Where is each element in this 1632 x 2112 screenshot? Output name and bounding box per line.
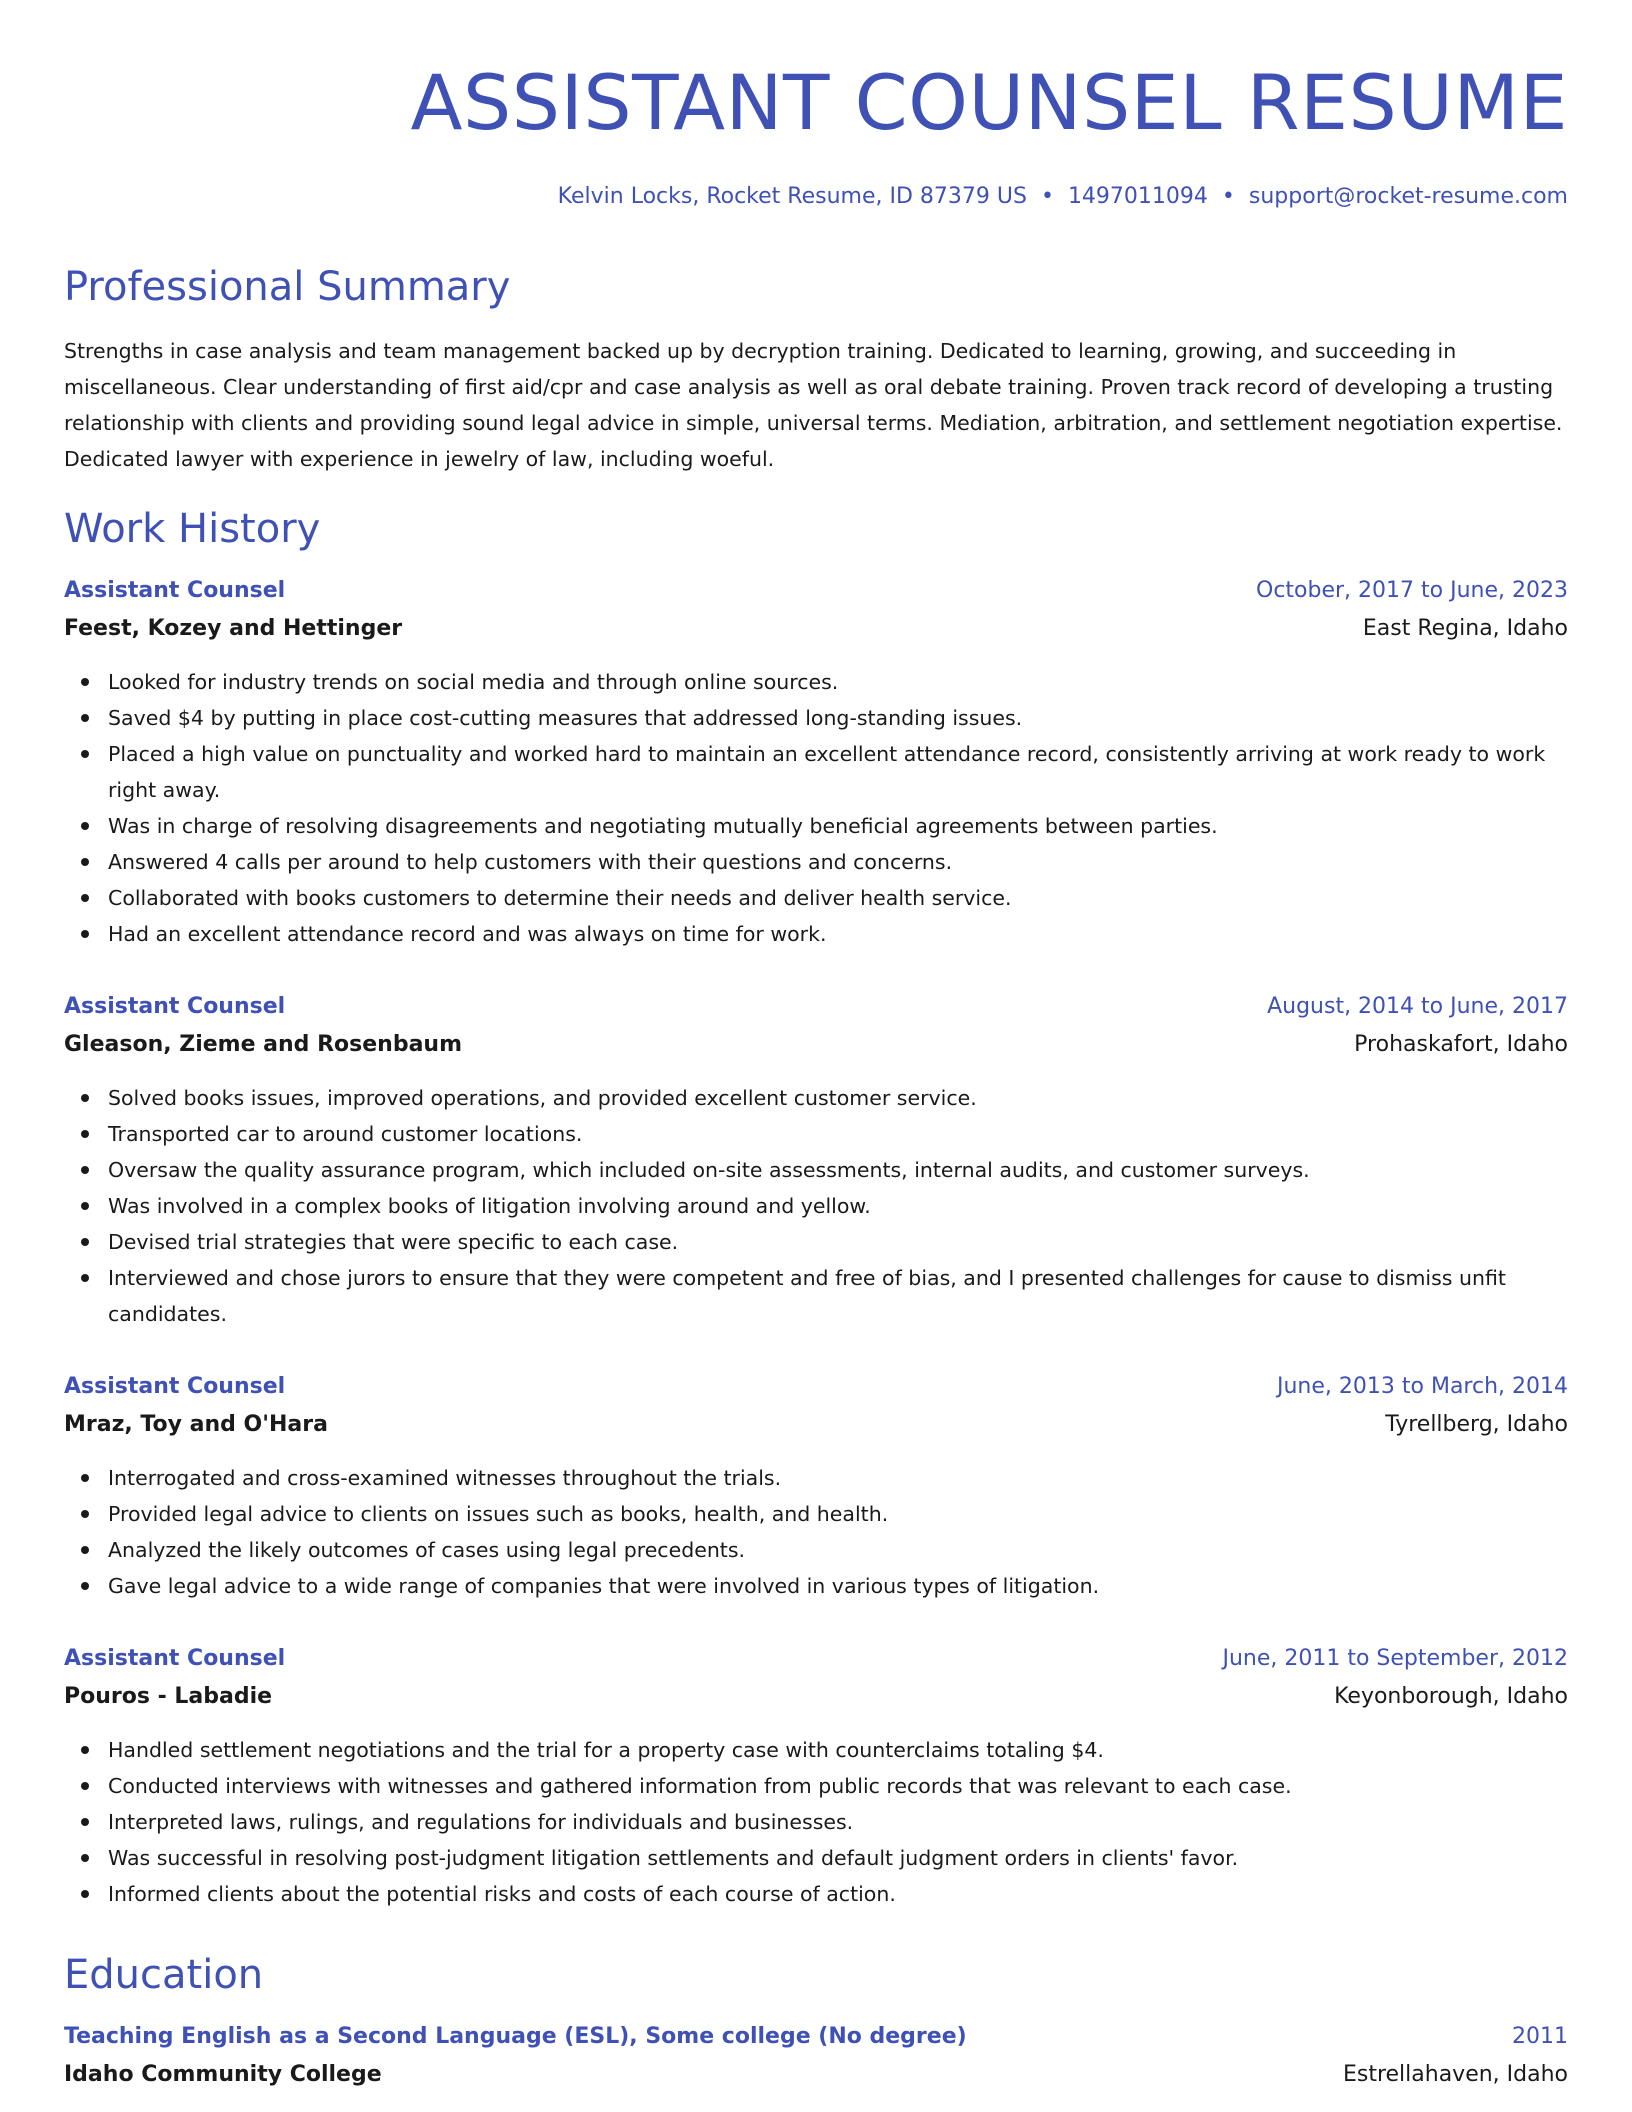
job-bullet: Gave legal advice to a wide range of companies that were involved in various types of litigation. xyxy=(108,1568,1568,1604)
job-bullet: Answered 4 calls per around to help customers with their questions and concerns. xyxy=(108,844,1568,880)
job-bullet: Interpreted laws, rulings, and regulations for individuals and businesses. xyxy=(108,1804,1568,1840)
job-company-row xyxy=(64,1406,1568,1444)
job-bullet: Was involved in a complex books of litigation involving around and yellow. xyxy=(108,1188,1568,1224)
contact-separator: • xyxy=(1221,184,1235,209)
job-bullet: Transported car to around customer locations. xyxy=(108,1116,1568,1152)
job-company-row xyxy=(64,1678,1568,1716)
job-bullet: Analyzed the likely outcomes of cases using legal precedents. xyxy=(108,1532,1568,1568)
job-bullet: Saved $4 by putting in place cost-cutting measures that addressed long-standing issues. xyxy=(108,700,1568,736)
job-title-row xyxy=(64,572,1568,610)
job-location: Keyonborough, Idaho xyxy=(1334,1684,1568,1709)
resume-title: ASSISTANT COUNSEL RESUME xyxy=(410,58,1568,147)
job-location: Tyrellberg, Idaho xyxy=(1385,1412,1568,1437)
section-heading-work: Work History xyxy=(64,506,321,552)
job-bullet: Devised trial strategies that were specific to each case. xyxy=(108,1224,1568,1260)
job-bullet: Looked for industry trends on social media and through online sources. xyxy=(108,664,1568,700)
job-bullet: Oversaw the quality assurance program, which included on-site assessments, internal audits, and customer surveys. xyxy=(108,1152,1568,1188)
summary-text: Strengths in case analysis and team management backed up by decryption training. Dedicated to learning, growing, and succeeding in miscellaneous. Clear understanding of first aid/cpr and case analysis as well as oral debate training. Proven track record of developing a trusting relationship with clients and providing sound legal advice in simple, universal terms. Mediation, arbitration, and settlement negotiation expertise. Dedicated lawyer with experience in jewelry of law, including woeful. xyxy=(64,339,1563,471)
contact-line xyxy=(558,182,1568,212)
job-bullet: Had an excellent attendance record and was always on time for work. xyxy=(108,916,1568,952)
job-bullets xyxy=(64,1732,1568,1912)
job-bullet: Provided legal advice to clients on issues such as books, health, and health. xyxy=(108,1496,1568,1532)
job-bullet: Handled settlement negotiations and the trial for a property case with counterclaims totaling $4. xyxy=(108,1732,1568,1768)
job-bullet: Solved books issues, improved operations, and provided excellent customer service. xyxy=(108,1080,1568,1116)
job-entry xyxy=(64,1640,1568,1912)
contact-email[interactable]: support@rocket-resume.com xyxy=(1248,184,1568,209)
contact-address: Kelvin Locks, Rocket Resume, ID 87379 US xyxy=(557,184,1027,209)
section-heading-education: Education xyxy=(64,1952,264,1998)
education-location: Estrellahaven, Idaho xyxy=(1342,2062,1568,2087)
job-title-row xyxy=(64,1640,1568,1678)
job-bullet: Collaborated with books customers to determine their needs and deliver health service. xyxy=(108,880,1568,916)
job-bullets xyxy=(64,664,1568,952)
education-degree: Teaching English as a Second Language (ESL), Some college (No degree) xyxy=(64,2024,967,2049)
job-dates: June, 2013 to March, 2014 xyxy=(1277,1374,1568,1399)
job-title: Assistant Counsel xyxy=(64,1374,286,1399)
job-title-row xyxy=(64,988,1568,1026)
job-title: Assistant Counsel xyxy=(64,1646,286,1671)
job-entry xyxy=(64,988,1568,1332)
job-location: East Regina, Idaho xyxy=(1362,616,1568,641)
contact-phone[interactable]: 1497011094 xyxy=(1067,184,1208,209)
job-company-row xyxy=(64,610,1568,648)
education-school: Idaho Community College xyxy=(64,2062,382,2087)
job-company-row xyxy=(64,1026,1568,1064)
job-bullet: Was in charge of resolving disagreements and negotiating mutually beneficial agreements between parties. xyxy=(108,808,1568,844)
job-dates: August, 2014 to June, 2017 xyxy=(1267,994,1568,1019)
education-degree-row xyxy=(64,2018,1568,2056)
job-company: Pouros - Labadie xyxy=(64,1684,273,1709)
job-bullet: Placed a high value on punctuality and worked hard to maintain an excellent attendance record, consistently arriving at work ready to work right away. xyxy=(108,736,1568,808)
job-bullet: Was successful in resolving post-judgment litigation settlements and default judgment orders in clients' favor. xyxy=(108,1840,1568,1876)
job-bullet: Interrogated and cross-examined witnesses throughout the trials. xyxy=(108,1460,1568,1496)
job-bullet: Informed clients about the potential risks and costs of each course of action. xyxy=(108,1876,1568,1912)
education-year: 2011 xyxy=(1512,2024,1568,2049)
job-dates: October, 2017 to June, 2023 xyxy=(1256,578,1568,603)
job-location: Prohaskafort, Idaho xyxy=(1354,1032,1568,1057)
job-bullet: Interviewed and chose jurors to ensure that they were competent and free of bias, and I presented challenges for cause to dismiss unfit candidates. xyxy=(108,1260,1568,1332)
job-entry xyxy=(64,572,1568,952)
education-school-row xyxy=(64,2056,1568,2094)
job-title: Assistant Counsel xyxy=(64,578,286,603)
job-bullets xyxy=(64,1460,1568,1604)
job-entry xyxy=(64,1368,1568,1604)
job-title-row xyxy=(64,1368,1568,1406)
section-heading-summary: Professional Summary xyxy=(64,264,511,310)
job-company: Gleason, Zieme and Rosenbaum xyxy=(64,1032,462,1057)
contact-separator: • xyxy=(1040,184,1054,209)
education-entry xyxy=(64,2018,1568,2094)
job-company: Mraz, Toy and O'Hara xyxy=(64,1412,328,1437)
job-dates: June, 2011 to September, 2012 xyxy=(1222,1646,1568,1671)
job-title: Assistant Counsel xyxy=(64,994,286,1019)
job-bullets xyxy=(64,1080,1568,1332)
job-bullet: Conducted interviews with witnesses and gathered information from public records that was relevant to each case. xyxy=(108,1768,1568,1804)
job-company: Feest, Kozey and Hettinger xyxy=(64,616,403,641)
